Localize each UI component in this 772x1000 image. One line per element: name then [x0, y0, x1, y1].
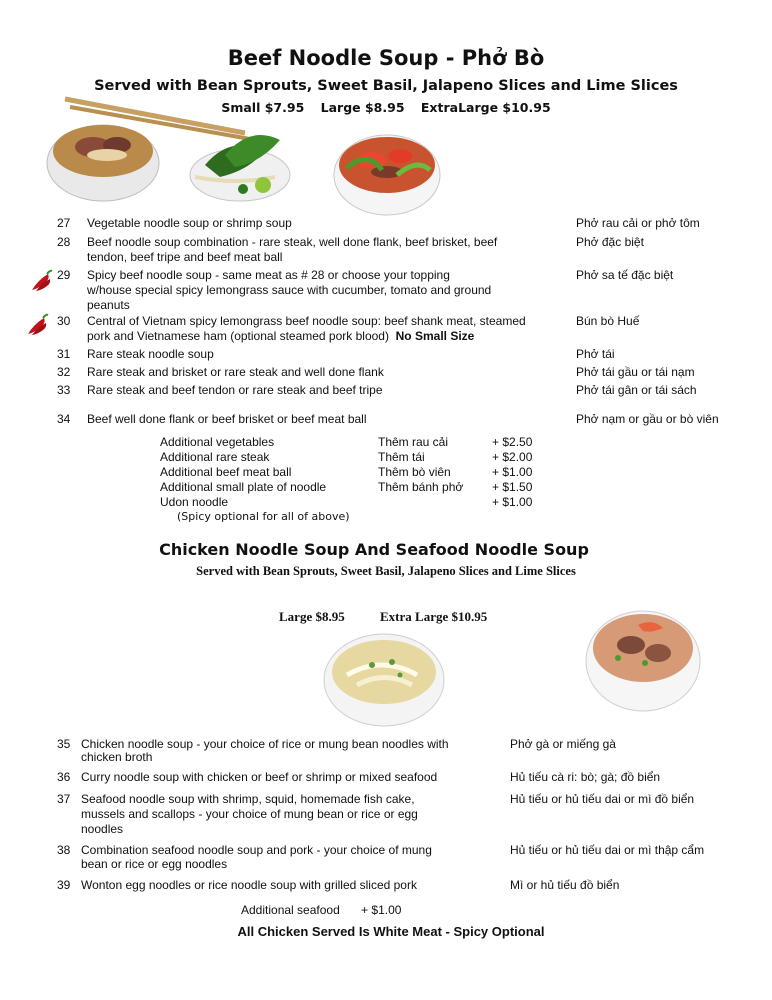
- item-number: 30: [57, 314, 71, 328]
- item-description-line-1: Central of Vietnam spicy lemongrass beef noodle soup: beef shank meat, steamed: [87, 314, 526, 328]
- item-description-line-1: Chicken noodle soup - your choice of rice or mung bean noodles with: [81, 737, 449, 751]
- item-vietnamese-name: Phở tái gân or tái sách: [576, 383, 697, 397]
- item-number: 32: [57, 365, 71, 379]
- extra-name: Additional vegetables: [160, 435, 275, 449]
- extra-name: Additional rare steak: [160, 450, 270, 464]
- menu-item-39: [57, 878, 757, 894]
- item-vietnamese-name: Phở rau cải or phở tôm: [576, 216, 700, 230]
- item-number: 39: [57, 878, 71, 892]
- extra-price: + $1.00: [492, 465, 533, 479]
- item-description: Wonton egg noodles or rice noodle soup with grilled sliced pork: [81, 878, 417, 892]
- menu-item-31: [57, 347, 737, 363]
- item-vietnamese-name: Phở đặc biệt: [576, 235, 644, 249]
- seafood-noodle-soup-bowl-image: [583, 603, 703, 715]
- item-description: Rare steak noodle soup: [87, 347, 214, 361]
- extra-price: + $1.00: [361, 903, 402, 917]
- extra-vietnamese: Thêm bò viên: [378, 465, 451, 479]
- item-vietnamese-name: Hủ tiếu or hủ tiếu dai or mì thập cẩm: [510, 843, 705, 857]
- item-number: 34: [57, 412, 71, 426]
- price-large: Large $8.95: [320, 100, 405, 115]
- menu-item-36: [57, 770, 757, 786]
- item-vietnamese-name: Hủ tiếu or hủ tiếu dai or mì đồ biển: [510, 792, 695, 806]
- item-vietnamese-name: Phở gà or miếng gà: [510, 737, 616, 751]
- item-description: Vegetable noodle soup or shrimp soup: [87, 216, 292, 230]
- menu-item-37: [57, 792, 757, 840]
- item-description: Rare steak and brisket or rare steak and well done flank: [87, 365, 384, 379]
- chicken-price-large: Large $8.95: [279, 609, 345, 624]
- item-description: Rare steak and beef tendon or rare steak and beef tripe: [87, 383, 383, 397]
- item-description-line-3: peanuts: [87, 298, 130, 312]
- extra-vietnamese: Thêm bánh phở: [378, 480, 464, 494]
- item-number: 29: [57, 268, 71, 282]
- item-vietnamese-name: Bún bò Huế: [576, 314, 640, 328]
- item-number: 38: [57, 843, 71, 857]
- chicken-price-extra-large: Extra Large $10.95: [380, 609, 488, 624]
- chicken-section-title: Chicken Noodle Soup And Seafood Noodle Soup: [159, 540, 589, 559]
- extra-price: + $1.00: [492, 495, 533, 509]
- chicken-section-subtitle: Served with Bean Sprouts, Sweet Basil, Jalapeno Slices and Lime Slices: [196, 564, 576, 578]
- additional-seafood-extra: [241, 903, 401, 917]
- chicken-noodle-soup-bowl-image: [322, 630, 446, 730]
- chili-pepper-icon: [28, 268, 54, 294]
- item-description: Beef well done flank or beef brisket or beef meat ball: [87, 412, 367, 426]
- item-number: 27: [57, 216, 71, 230]
- menu-item-29: [57, 268, 737, 314]
- menu-item-32: [57, 365, 737, 381]
- menu-item-34: [57, 412, 737, 428]
- beef-section-title: Beef Noodle Soup - Phở Bò: [227, 46, 545, 70]
- item-description-line-2: tendon, beef tripe and beef meat ball: [87, 250, 283, 264]
- item-description-line-1: Combination seafood noodle soup and pork - your choice of mung: [81, 843, 432, 857]
- item-number: 31: [57, 347, 71, 361]
- item-vietnamese-name: Mì or hủ tiếu đồ biển: [510, 878, 620, 892]
- item-description-text: pork and Vietnamese ham (optional steamed pork blood): [87, 329, 389, 343]
- menu-item-30: [57, 314, 737, 346]
- menu-item-33: [57, 383, 737, 399]
- item-description: Curry noodle soup with chicken or beef or shrimp or mixed seafood: [81, 770, 438, 784]
- price-extra-large: ExtraLarge $10.95: [420, 100, 551, 115]
- pho-bowl-with-garnish-image: [45, 95, 295, 210]
- item-number: 28: [57, 235, 71, 249]
- menu-item-35: [57, 737, 757, 769]
- item-description-line-1: Beef noodle soup combination - rare steak, well done flank, beef brisket, beef: [87, 235, 498, 249]
- menu-item-38: [57, 843, 757, 875]
- item-vietnamese-name: Phở tái: [576, 347, 615, 361]
- extra-name: Udon noodle: [160, 495, 229, 509]
- extra-price: + $1.50: [492, 480, 533, 494]
- item-description-line-2: chicken broth: [81, 750, 153, 764]
- item-description-line-2: bean or rice or egg noodles: [81, 857, 228, 871]
- item-number: 37: [57, 792, 71, 806]
- spicy-beef-soup-bowl-image: [332, 120, 442, 218]
- item-description-line-3: noodles: [81, 822, 124, 836]
- extra-vietnamese: Thêm rau cải: [378, 435, 449, 449]
- spicy-optional-note: (Spicy optional for all of above): [177, 510, 350, 523]
- menu-item-27: [57, 216, 737, 232]
- item-description-line-2: w/house special spicy lemongrass sauce with cucumber, tomato and ground: [87, 283, 492, 297]
- item-vietnamese-name: Phở tái gầu or tái nạm: [576, 365, 695, 379]
- no-small-size-note: No Small Size: [395, 329, 475, 343]
- item-description-line-2: [87, 329, 474, 344]
- chili-pepper-icon: [24, 312, 50, 338]
- item-vietnamese-name: Hủ tiếu cà ri: bò; gà; đồ biển: [510, 770, 661, 784]
- item-description-line-1: Seafood noodle soup with shrimp, squid, homemade fish cake,: [81, 792, 415, 806]
- price-small: Small $7.95: [221, 100, 305, 115]
- item-number: 36: [57, 770, 71, 784]
- item-vietnamese-name: Phở nạm or gầu or bò viên: [576, 412, 719, 426]
- beef-section-subtitle: Served with Bean Sprouts, Sweet Basil, Jalapeno Slices and Lime Slices: [94, 78, 678, 94]
- extra-name: Additional beef meat ball: [160, 465, 292, 479]
- extra-name: Additional small plate of noodle: [160, 480, 327, 494]
- menu-item-28: [57, 235, 737, 267]
- item-number: 35: [57, 737, 71, 751]
- item-number: 33: [57, 383, 71, 397]
- beef-extras-table: [160, 435, 580, 515]
- extra-price: + $2.00: [492, 450, 533, 464]
- item-description-line-2: mussels and scallops - your choice of mung bean or rice or egg: [81, 807, 418, 821]
- item-vietnamese-name: Phở sa tế đặc biệt: [576, 268, 674, 282]
- extra-price: + $2.50: [492, 435, 533, 449]
- item-description-line-1: Spicy beef noodle soup - same meat as # 28 or choose your topping: [87, 268, 450, 282]
- extra-name: Additional seafood: [241, 903, 340, 917]
- extra-vietnamese: Thêm tái: [378, 450, 425, 464]
- footer-note: All Chicken Served Is White Meat - Spicy Optional: [237, 924, 545, 939]
